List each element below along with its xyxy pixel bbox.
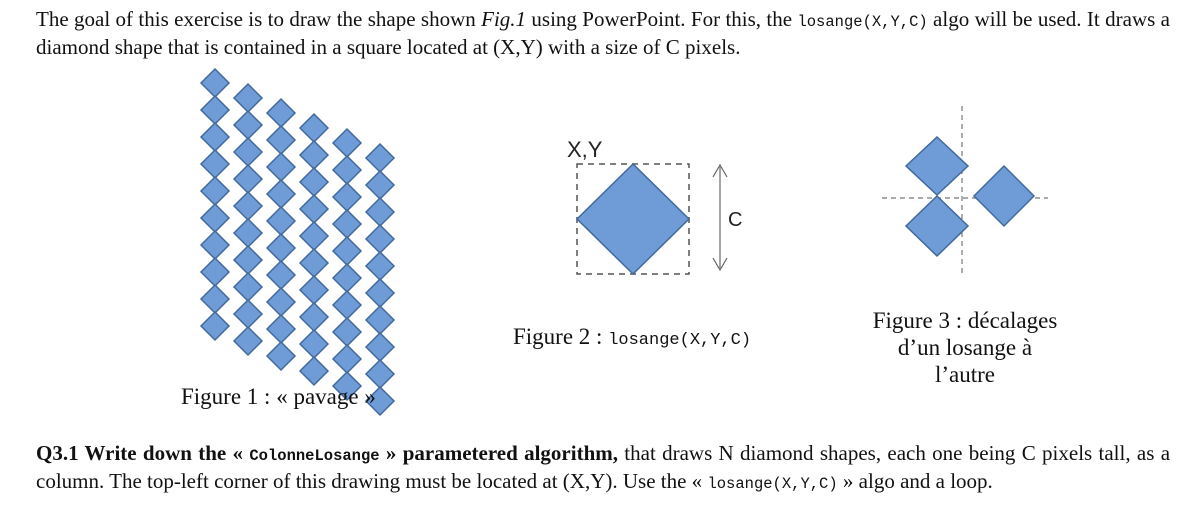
pavage-diamond — [201, 123, 229, 151]
question-bold-2: » parametered algorithm, — [379, 441, 618, 465]
pavage-diamond — [300, 195, 328, 223]
corner-label: X,Y — [567, 137, 603, 162]
pavage-diamond — [201, 96, 229, 124]
pavage-diamond — [234, 246, 262, 274]
diamond-top — [906, 137, 968, 195]
intro-text-1: The goal of this exercise is to draw the shape shown — [36, 7, 482, 31]
pavage-diamond — [300, 303, 328, 331]
pavage-diamond — [234, 165, 262, 193]
pavage-diamond — [333, 210, 361, 238]
pavage-diamond — [300, 276, 328, 304]
diamond-right — [974, 166, 1034, 226]
pavage-diamond — [267, 342, 295, 370]
pavage-diamond — [234, 327, 262, 355]
pavage-diamond — [366, 144, 394, 172]
pavage-diamond — [267, 261, 295, 289]
pavage-diamond — [366, 225, 394, 253]
figure3-caption-line3: l’autre — [934, 362, 995, 387]
pavage-diamond — [366, 171, 394, 199]
question-text-1: that draws N diamond shapes, each one being C pixels tall, as a column. The top-left corner of this drawing must be located at (X,Y). Use the « — [36, 441, 1171, 493]
pavage-diamond — [201, 69, 229, 97]
diamond-shape — [577, 164, 689, 274]
figure2-caption — [513, 323, 751, 354]
pavage-diamond — [333, 129, 361, 157]
question-bold-1: Q3.1 Write down the « — [36, 441, 250, 465]
figure2-diagram — [567, 137, 742, 274]
pavage-diamond — [234, 84, 262, 112]
pavage-diamond — [300, 330, 328, 358]
pavage-diamond — [300, 114, 328, 142]
figure-reference: Fig.1 — [481, 7, 527, 31]
pavage-diamond — [201, 177, 229, 205]
pavage-diamond — [333, 183, 361, 211]
pavage-diamond — [333, 237, 361, 265]
pavage-diamond — [333, 345, 361, 373]
pavage-diamond — [300, 249, 328, 277]
pavage-diamond — [201, 312, 229, 340]
pavage-diamond — [366, 279, 394, 307]
algo-name: losange(X,Y,C) — [797, 13, 928, 31]
intro-text-2: using PowerPoint. For this, the — [526, 7, 798, 31]
pavage-diamond — [234, 111, 262, 139]
pavage-diamond — [300, 357, 328, 385]
figure3-caption-line2: d’un losange à — [897, 335, 1033, 360]
pavage-diamond — [267, 234, 295, 262]
pavage-diamond — [333, 264, 361, 292]
pavage-diamond — [366, 333, 394, 361]
pavage-diamond — [267, 180, 295, 208]
pavage-diamond — [234, 273, 262, 301]
pavage-diamond — [267, 288, 295, 316]
pavage-diamond — [234, 138, 262, 166]
pavage-diamond — [267, 153, 295, 181]
pavage-diamond — [267, 99, 295, 127]
figure2-caption-text: Figure 2 : — [513, 324, 609, 349]
pavage-diamond — [366, 252, 394, 280]
pavage-diamond — [234, 192, 262, 220]
figure1-pavage — [201, 69, 394, 415]
pavage-diamond — [267, 126, 295, 154]
pavage-diamond — [333, 291, 361, 319]
pavage-diamond — [333, 156, 361, 184]
pavage-diamond — [300, 168, 328, 196]
question-text-2: » algo and a loop. — [837, 469, 993, 493]
pavage-diamond — [201, 231, 229, 259]
pavage-diamond — [333, 318, 361, 346]
figure3-caption — [855, 307, 1075, 388]
size-label: C — [728, 209, 743, 231]
question-paragraph — [36, 441, 1170, 497]
pavage-diamond — [201, 204, 229, 232]
pavage-diamond — [366, 198, 394, 226]
pavage-diamond — [267, 207, 295, 235]
pavage-diamond — [300, 141, 328, 169]
figure3-diagram — [882, 106, 1048, 275]
figure2-caption-code: losange(X,Y,C) — [608, 331, 752, 350]
intro-text-3: algo will be used. It draws a diamond shape that is contained in a square located at (X,Y) with a size of C pixels. — [36, 7, 1170, 59]
figure3-caption-line1: Figure 3 : décalages — [872, 308, 1058, 333]
pavage-diamond — [366, 306, 394, 334]
pavage-diamond — [201, 150, 229, 178]
pavage-diamond — [234, 219, 262, 247]
question-algo-call: losange(X,Y,C) — [707, 475, 838, 493]
pavage-diamond — [201, 258, 229, 286]
pavage-diamond — [267, 315, 295, 343]
question-algo-name: ColonneLosange — [249, 447, 380, 465]
pavage-diamond — [234, 300, 262, 328]
pavage-diamond — [201, 285, 229, 313]
figure1-caption: Figure 1 : « pavage » — [181, 384, 376, 409]
diamond-bottom — [906, 196, 968, 256]
pavage-diamond — [300, 222, 328, 250]
